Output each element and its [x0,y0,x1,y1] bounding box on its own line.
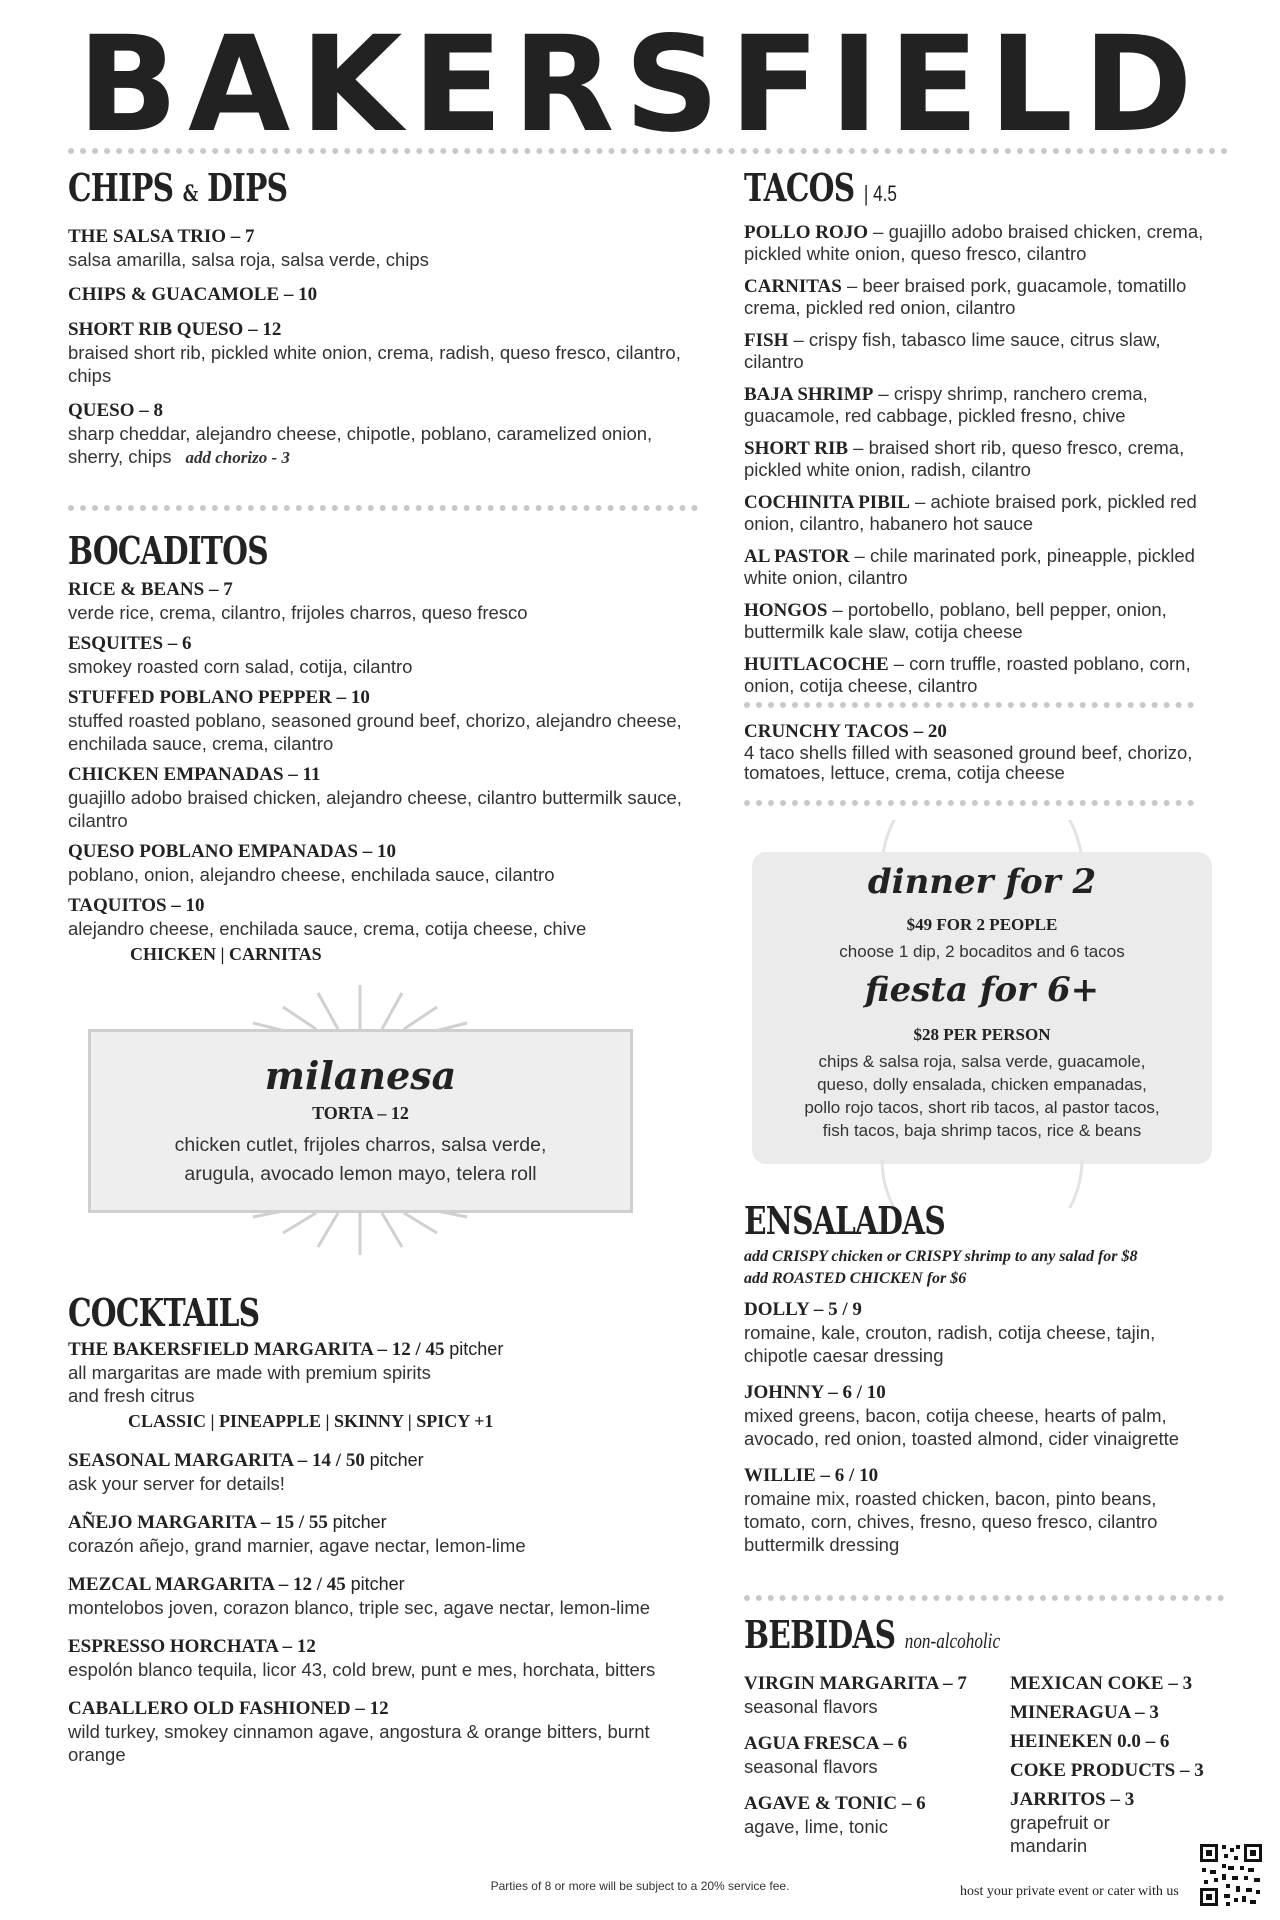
menu-item: FISH – crispy fish, tabasco lime sauce, citrus slaw, cilantro [744,329,1161,372]
menu-item: HUITLACOCHE – corn truffle, roasted poblano, corn, onion, cotija cheese, cilantro [744,653,1191,696]
menu-item: THE SALSA TRIO – 7 salsa amarilla, salsa roja, salsa verde, chips [68,226,429,270]
cocktails-section [68,1290,708,1778]
bocaditos-section [68,528,708,966]
menu-item: ESQUITES – 6 smokey roasted corn salad, cotija, cilantro [68,633,413,677]
menu-item: STUFFED POBLANO PEPPER – 10 stuffed roasted poblano, seasoned ground beef, chorizo, alejandro cheese, enchilada sauce, crema, cilantro [68,687,682,754]
host-event-note[interactable]: host your private event or cater with us [960,1884,1179,1899]
milanesa-title: milanesa [264,1053,457,1098]
chips-title: CHIPS & DIPS [68,165,288,210]
bebidas-title: BEBIDAS non-alcoholic [744,1612,1001,1657]
right-divider-2 [744,1595,1224,1601]
menu-item: HEINEKEN 0.0 – 6 [1010,1731,1170,1752]
menu-item: MINERAGUA – 3 [1010,1702,1159,1723]
menu-item: WILLIE – 6 / 10 romaine mix, roasted chicken, bacon, pinto beans, tomato, corn, chives, fresno, queso fresco, cilantro buttermilk dressing [744,1465,1158,1555]
milanesa-description: chicken cutlet, frijoles charros, salsa verde, arugula, avocado lemon mayo, telera roll [174,1134,547,1185]
menu-item: BAJA SHRIMP – crispy shrimp, ranchero crema, guacamole, red cabbage, pickled fresno, chive [744,383,1148,426]
menu-item: DOLLY – 5 / 9 romaine, kale, crouton, radish, cotija cheese, tajin, chipotle caesar dressing [744,1299,1156,1366]
menu-item: AGUA FRESCA – 6 seasonal flavors [744,1733,908,1777]
qr-code-icon[interactable] [1198,1842,1264,1908]
menu-item: MEXICAN COKE – 3 [1010,1673,1193,1694]
menu-item: SHORT RIB QUESO – 12 braised short rib, pickled white onion, crema, radish, queso fresco, cilantro, chips [68,319,681,386]
taquitos-options: CHICKEN | CARNITAS [130,944,322,964]
menu-item: COKE PRODUCTS – 3 [1010,1760,1204,1781]
menu-item: POLLO ROJO – guajillo adobo braised chicken, crema, pickled white onion, queso fresco, cilantro [744,221,1204,264]
menu-item: ESPRESSO HORCHATA – 12 espolón blanco tequila, licor 43, cold brew, punt e mes, horchata, bitters [68,1636,656,1680]
menu-item: JOHNNY – 6 / 10 mixed greens, bacon, cotija cheese, hearts of palm, avocado, red onion, toasted almond, cider vinaigrette [744,1382,1180,1449]
menu-item: HONGOS – portobello, poblano, bell pepper, onion, buttermilk kale slaw, cotija cheese [744,599,1167,642]
menu-item: QUESO POBLANO EMPANADAS – 10 poblano, onion, alejandro cheese, enchilada sauce, cilantro [68,841,555,885]
tacos-divider [744,702,1194,708]
menu-item: AL PASTOR – chile marinated pork, pineapple, pickled white onion, cilantro [744,545,1195,588]
menu-item: QUESO – 8 sharp cheddar, alejandro cheese, chipotle, poblano, caramelized onion, sherry, chips add chorizo - 3 [68,400,653,467]
margarita-options: CLASSIC | PINEAPPLE | SKINNY | SPICY +1 [128,1411,494,1431]
menu-item: VIRGIN MARGARITA – 7 seasonal flavors [744,1673,967,1717]
menu-item: CABALLERO OLD FASHIONED – 12 wild turkey, smokey cinnamon agave, angostura & orange bitters, burnt orange [68,1698,650,1765]
tacos-section [744,165,1224,707]
menu-item: MEZCAL MARGARITA – 12 / 45 pitcher montelobos joven, corazon blanco, triple sec, agave nectar, lemon-lime [68,1574,651,1618]
milanesa-feature [88,985,633,1255]
milanesa-subtitle: TORTA – 12 [312,1103,409,1123]
ensaladas-note-crispy: add CRISPY chicken or CRISPY shrimp to any salad for $8 [744,1248,1138,1265]
service-fee-note: Parties of 8 or more will be subject to a 20% service fee. [490,1879,790,1893]
fiesta-description: chips & salsa roja, salsa verde, guacamole, queso, dolly ensalada, chicken empanadas, pollo rojo tacos, short rib tacos, al pastor tacos, fish tacos, baja shrimp tacos, rice & beans [804,1052,1160,1140]
bocaditos-title: BOCADITOS [68,528,268,573]
menu-item: AÑEJO MARGARITA – 15 / 55 pitcher corazón añejo, grand marnier, agave nectar, lemon-lime [68,1512,526,1556]
menu-item: JARRITOS – 3 grapefruit or mandarin [1010,1789,1135,1856]
ensaladas-section [744,1198,1224,1568]
addon-note: add chorizo - 3 [185,448,290,467]
menu-item: CHICKEN EMPANADAS – 11 guajillo adobo braised chicken, alejandro cheese, cilantro buttermilk sauce, cilantro [68,764,682,831]
menu-item: COCHINITA PIBIL – achiote braised pork, pickled red onion, cilantro, habanero hot sauce [744,491,1197,534]
bebidas-left [744,1672,984,1848]
menu-item: CARNITAS – beer braised pork, guacamole, tomatillo crema, pickled red onion, cilantro [744,275,1187,318]
brand-title: BAKERSFIELD [77,8,1203,162]
fiesta-title: fiesta for 6+ [864,970,1100,1010]
right-divider-1 [744,800,1194,806]
menu-item: RICE & BEANS – 7 verde rice, crema, cilantro, frijoles charros, queso fresco [68,579,528,623]
header-divider [68,148,1228,154]
fiesta-price: $28 PER PERSON [913,1025,1051,1044]
bebidas-section [744,1612,1234,1664]
menu-item: AGAVE & TONIC – 6 agave, lime, tonic [744,1793,926,1837]
tacos-title: TACOS | 4.5 [744,165,897,210]
menu-item: SEASONAL MARGARITA – 14 / 50 pitcher ask your server for details! [68,1450,424,1494]
dinner-box [752,852,1212,1164]
menu-item: TAQUITOS – 10 alejandro cheese, enchilada sauce, crema, cotija cheese, chive [68,895,587,939]
dinner-price: $49 FOR 2 PEOPLE [906,915,1058,934]
cocktails-title: COCKTAILS [68,1290,260,1335]
chips-section [68,165,708,481]
menu-item: SHORT RIB – braised short rib, queso fresco, crema, pickled white onion, radish, cilantro [744,437,1185,480]
dinner-title: dinner for 2 [867,862,1097,902]
dinner-description: choose 1 dip, 2 bocaditos and 6 tacos [839,942,1125,961]
ensaladas-title: ENSALADAS [744,1198,946,1243]
menu-item: THE BAKERSFIELD MARGARITA – 12 / 45 pitcher all margaritas are made with premium spirits and fresh citrus CLASSIC | PINEAPPLE | SKINNY | SPICY +1 [68,1338,708,1433]
bebidas-right [1010,1672,1210,1867]
ensaladas-note-roasted: add ROASTED CHICKEN for $6 [744,1270,967,1287]
left-divider-1 [68,505,698,511]
menu-item: CHIPS & GUACAMOLE – 10 [68,284,318,305]
crunchy-tacos: CRUNCHY TACOS – 20 4 taco shells filled with seasoned ground beef, chorizo, tomatoes, lettuce, crema, cotija cheese [744,721,1193,783]
